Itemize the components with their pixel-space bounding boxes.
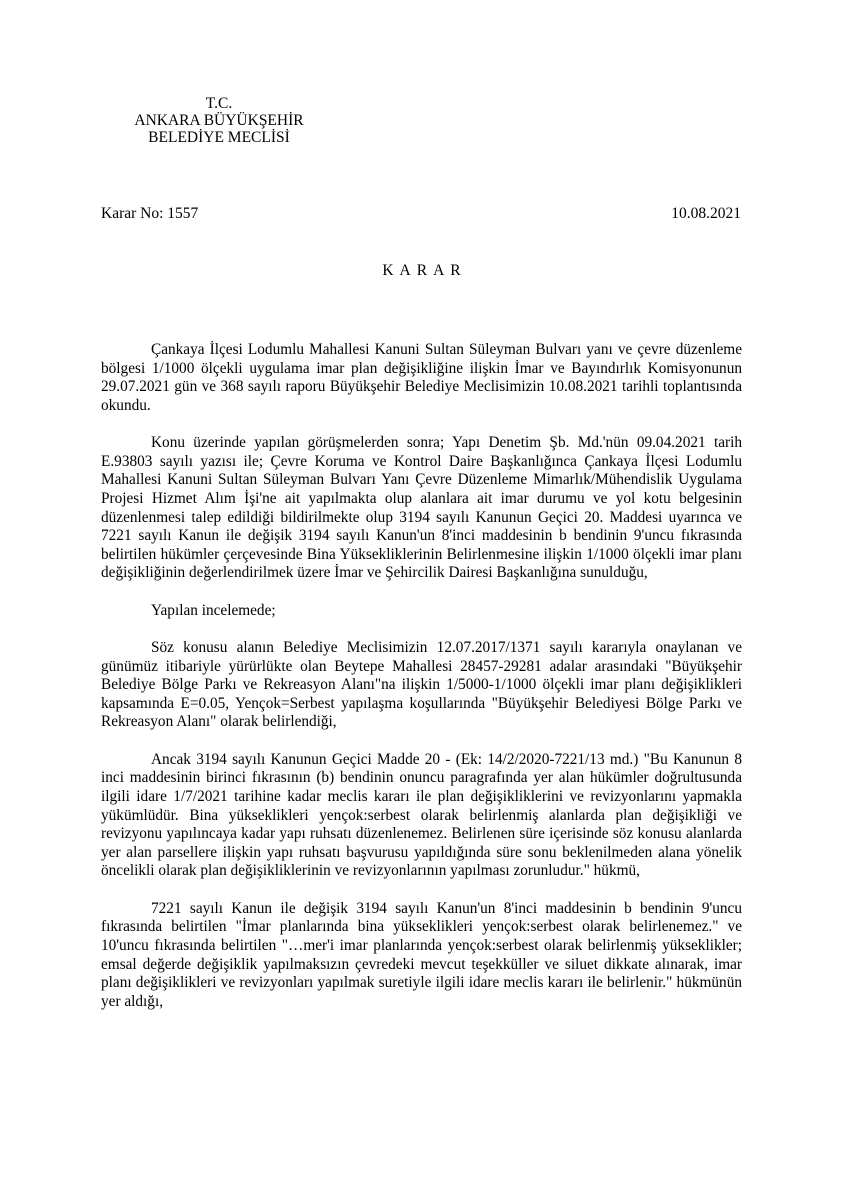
header-line-tc: T.C.: [205, 95, 233, 112]
header-line-council: BELEDİYE MECLİSİ: [148, 129, 290, 146]
paragraph: Konu üzerinde yapılan görüşmelerden sonra; Yapı Denetim Şb. Md.'nün 09.04.2021 tarih E.93803 sayılı yazısı ile; Çevre Koruma ve Kontrol Daire Başkanlığınca Çankaya İlçesi Lodumlu Mahallesi Kanuni Sultan Süleyman Bulvarı Yanı Çevre Düzenleme Mimarlık/Mühendislik Uygulama Projesi Hizmet Alım İşi'ne ait yapılmakta olup alanlara ait imar durumu ve yol kotu belgesinin düzenlenmesi talep edildiği bildirilmekte olup 3194 sayılı Kanunun Geçici 20. Maddesi uyarınca ve 7221 sayılı Kanun ile değişik 3194 sayılı Kanun'un 8'inci maddesinin b bendinin 9'uncu fıkrasında belirtilen hükümler çerçevesinde Bina Yüksekliklerinin Belirlenmesine ilişkin 1/1000 ölçekli imar planı değişikliğinin değerlendirilmek üzere İmar ve Şehircilik Dairesi Başkanlığına sunulduğu,: [101, 434, 742, 582]
decision-date: 10.08.2021: [671, 205, 741, 222]
decision-number: Karar No: 1557: [101, 205, 199, 222]
paragraph: Çankaya İlçesi Lodumlu Mahallesi Kanuni Sultan Süleyman Bulvarı yanı ve çevre düzenleme bölgesi 1/1000 ölçekli uygulama imar plan değişikliğine ilişkin İmar ve Bayındırlık Komisyonunun 29.07.2021 gün ve 368 sayılı raporu Büyükşehir Belediye Meclisimizin 10.08.2021 tarihli toplantısında okundu.: [101, 341, 742, 414]
institution-header: [100, 95, 338, 146]
paragraph: Ancak 3194 sayılı Kanunun Geçici Madde 20 - (Ek: 14/2/2020-7221/13 md.) "Bu Kanunun 8 inci maddesinin birinci fıkrasının (b) bendinin onuncu paragrafında yer alan hükümler doğrultusunda ilgili idare 1/7/2021 tarihine kadar meclis kararı ile plan değişikliklerini ve revizyonlarını yapmakla yükümlüdür. Bina yükseklikleri yençok:serbest olarak belirlenmiş alanlarda plan değişikliği ve revizyonu yapılıncaya kadar yapı ruhsatı düzenlenemez. Belirlenen süre içerisinde söz konusu alanlarda yer alan parsellere ilişkin yapı ruhsatı başvurusu yapıldığında süre sonu beklenilmeden alana yönelik öncelikli olarak plan değişikliklerinin ve revizyonlarının yapılması zorunludur." hükmü,: [101, 750, 742, 880]
header-line-municipality: ANKARA BÜYÜKŞEHİR: [134, 112, 304, 129]
paragraph: Yapılan incelemede;: [151, 601, 276, 619]
paragraph: Söz konusu alanın Belediye Meclisimizin 12.07.2017/1371 sayılı kararıyla onaylanan ve günümüz itibariyle yürürlükte olan Beytepe Mahallesi 28457-29281 adalar arasındaki "Büyükşehir Belediye Bölge Parkı ve Rekreasyon Alanı"na ilişkin 1/5000-1/1000 ölçekli imar planı değişiklikleri kapsamında E=0.05, Yençok=Serbest yapılaşma koşullarında "Büyükşehir Belediyesi Bölge Parkı ve Rekreasyon Alanı" olarak belirlendiği,: [101, 639, 742, 731]
document-title: KARAR: [382, 262, 467, 279]
paragraph: 7221 sayılı Kanun ile değişik 3194 sayılı Kanun'un 8'inci maddesinin b bendinin 9'uncu fıkrasında belirtilen "İmar planlarında bina yükseklikleri yençok:serbest olarak belirlenemez." ve 10'uncu fıkrasında belirtilen "…mer'i imar planlarında yençok:serbest olarak belirlenmiş yükseklikler; emsal değerde değişiklik yapılmaksızın çevredeki mevcut teşekküller ve siluet dikkate alınarak, imar planı değişiklikleri ve revizyonları yapılmak suretiyle ilgili idare meclis kararı ile belirlenir." hükmünün yer aldığı,: [101, 899, 742, 1010]
document-body: [101, 341, 742, 1011]
